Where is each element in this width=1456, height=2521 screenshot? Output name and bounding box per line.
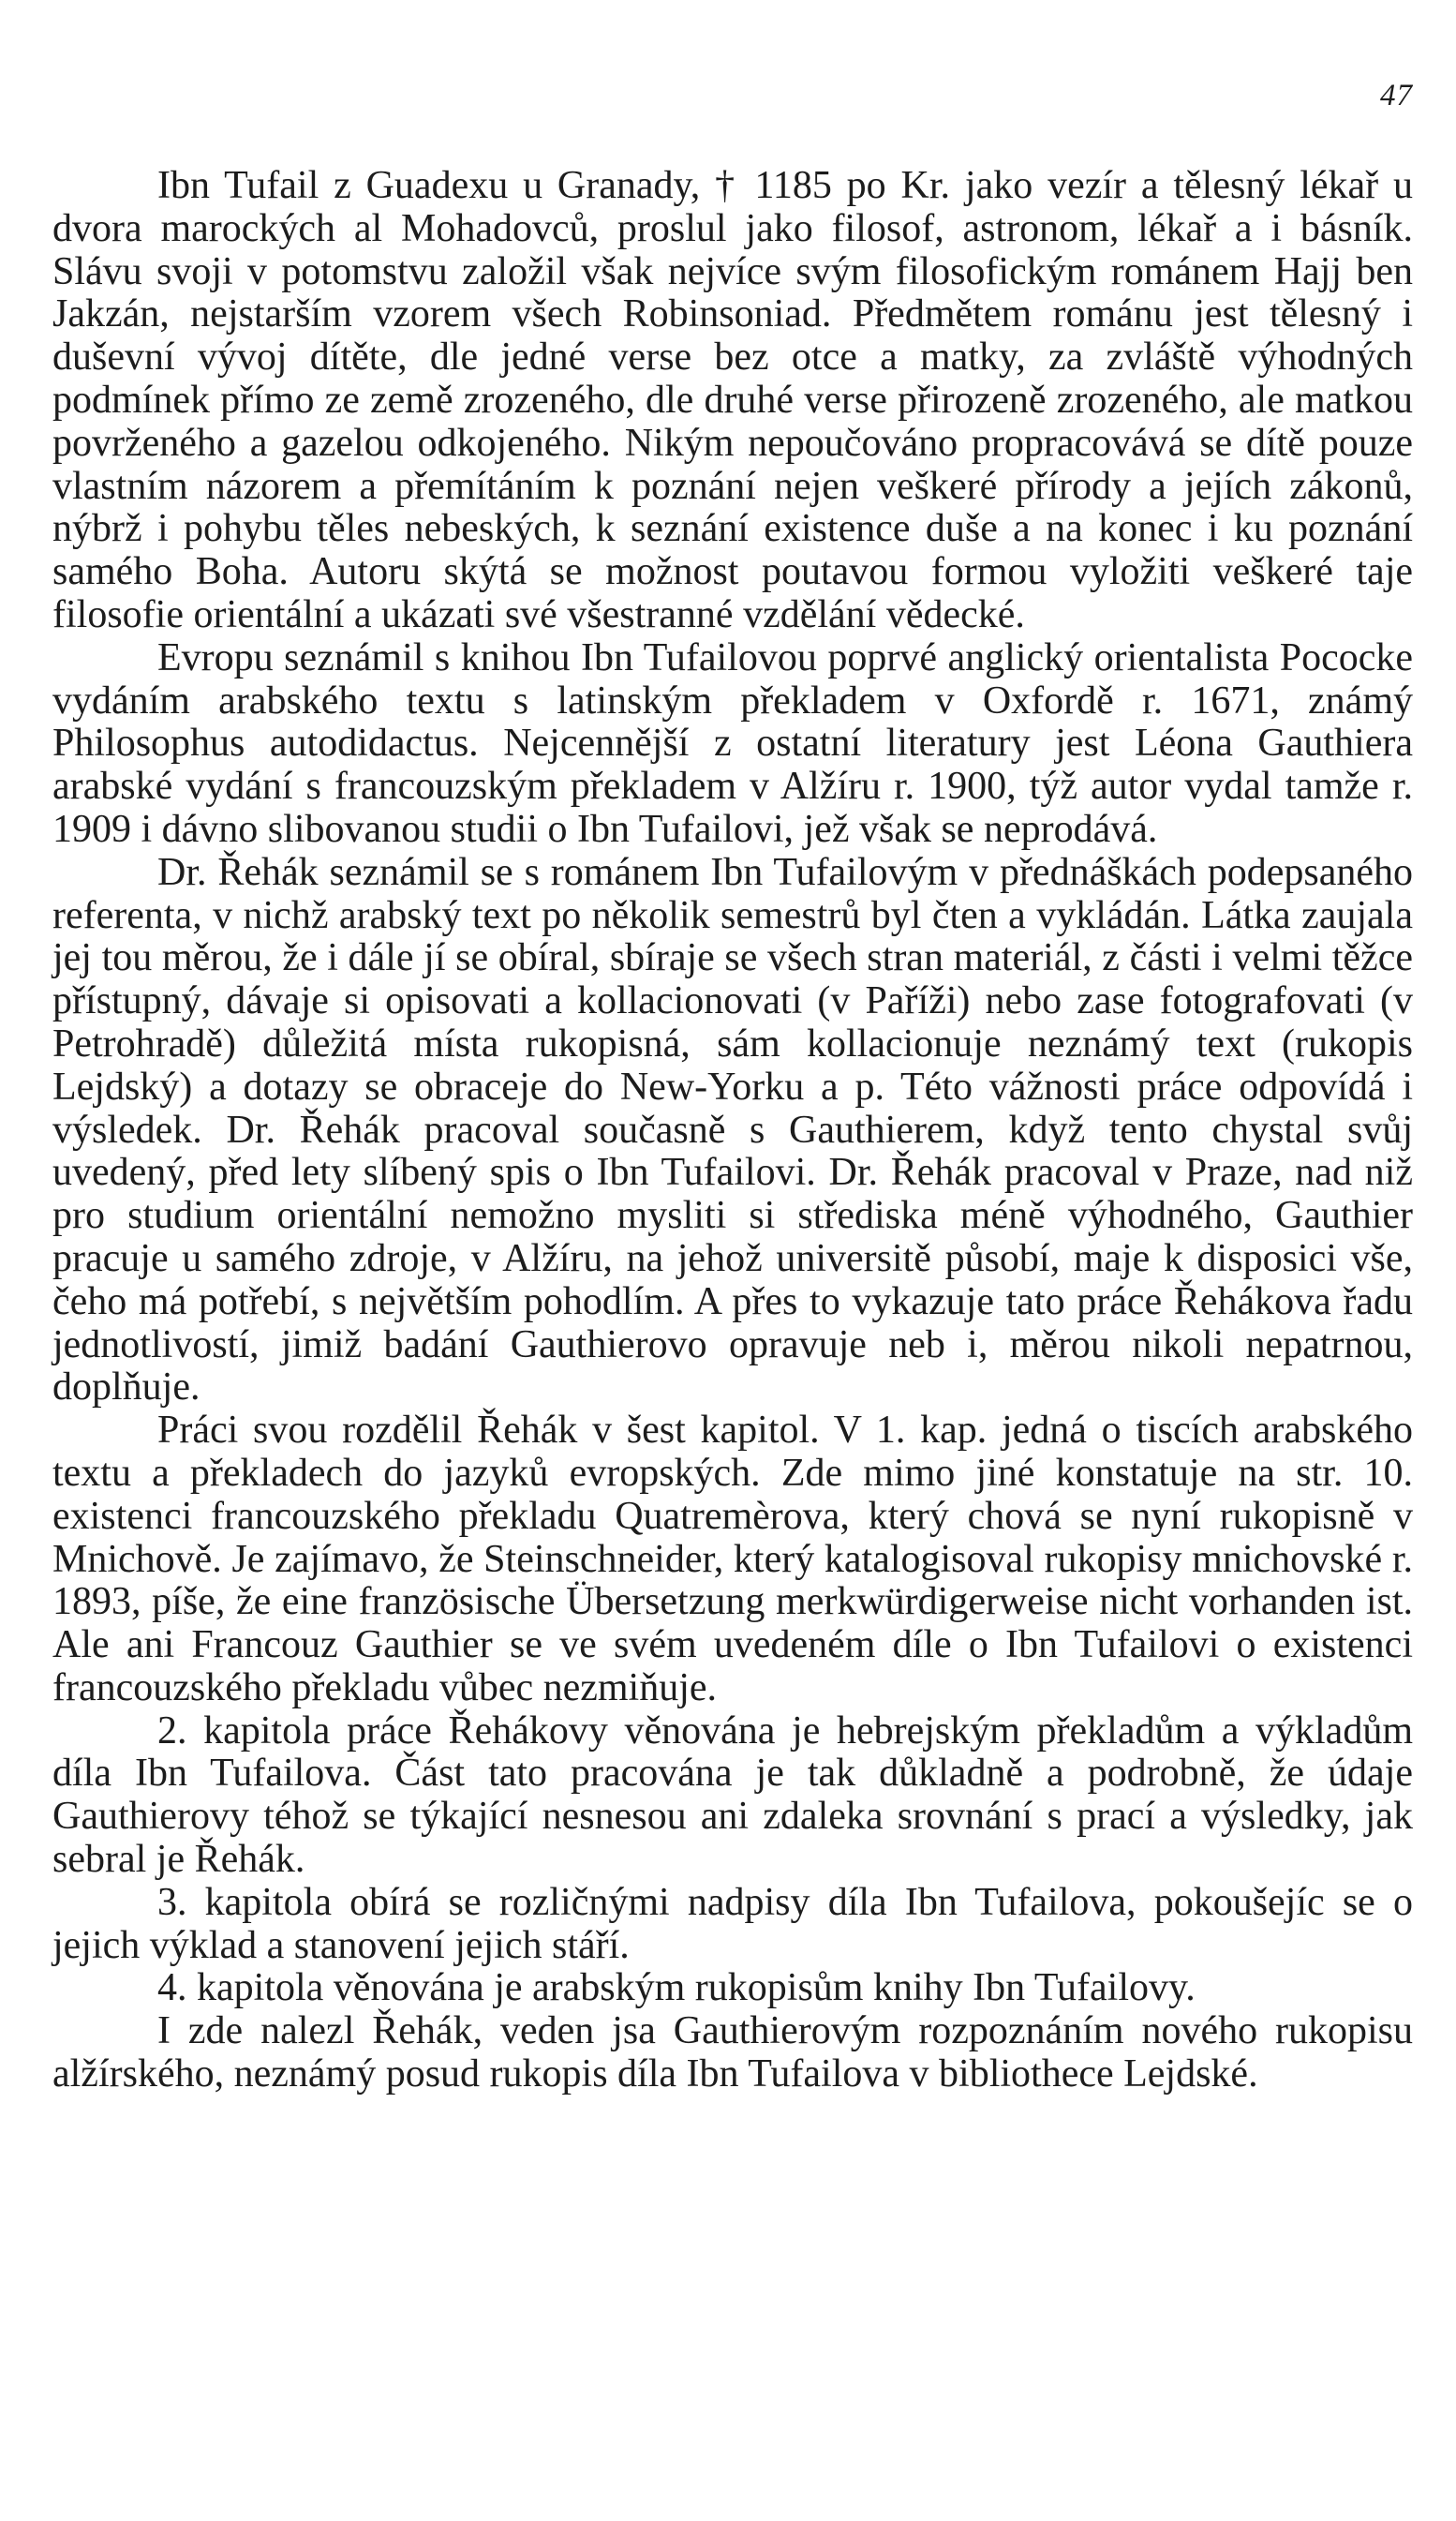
paragraph: Práci svou rozdělil Řehák v šest kapitol. V 1. kap. jedná o tiscích arabského textu a překladech do jazyků evropských. Zde mimo jiné konstatuje na str. 10. existenci francouzského překladu Quatremèrova, který chová se nyní rukopisně v Mnichově. Je zajímavo, že Steinschneider, který katalogisoval rukopisy mnichovské r. 1893, píše, že eine französische Übersetzung merkwürdigerweise nicht vorhanden ist. Ale ani Francouz Gauthier se ve svém uvedeném díle o Ibn Tufailovi o existenci francouzského překladu vůbec nezmiňuje. bbox=[52, 1409, 1413, 1709]
page-number: 47 bbox=[1380, 79, 1413, 112]
paragraph: Ibn Tufail z Guadexu u Granady, † 1185 po Kr. jako vezír a tělesný lékař u dvora marockých al Mohadovců, proslul jako filosof, astronom, lékař a i básník. Slávu svoji v potomstvu založil však nejvíce svým filosofickým románem Hajj ben Jakzán, nejstarším vzorem všech Robinsoniad. Předmětem románu jest tělesný i duševní vývoj dítěte, dle jedné verse bez otce a matky, za zvláště výhodných podmínek přímo ze země zrozeného, dle druhé verse přirozeně zrozeného, ale matkou povrženého a gazelou odkojeného. Nikým nepoučováno propracovává se dítě pouze vlastním názorem a přemítáním k poznání nejen veškeré přírody a jejích zákonů, nýbrž i pohybu těles nebeských, k seznání existence duše a na konec i ku poznání samého Boha. Autoru skýtá se možnost poutavou formou vyložiti veškeré taje filosofie orientální a ukázati své všestranné vzdělání vědecké. bbox=[52, 164, 1413, 636]
paragraph: Evropu seznámil s knihou Ibn Tufailovou poprvé anglický orientalista Pococke vydáním arabského textu s latinským překladem v Oxfordě r. 1671, známý Philosophus autodidactus. Nejcennější z ostatní literatury jest Léona Gauthiera arabské vydání s francouzským překladem v Alžíru r. 1900, týž autor vydal tamže r. 1909 i dávno slibovanou studii o Ibn Tufailovi, jež však se neprodává. bbox=[52, 635, 1413, 851]
body-text bbox=[52, 165, 1413, 2096]
paragraph: Dr. Řehák seznámil se s románem Ibn Tufailovým v přednáškách podepsaného referenta, v nichž arabský text po několik semestrů byl čten a vykládán. Látka zaujala jej tou měrou, že i dále jí se obíral, sbíraje se všech stran materiál, z části i velmi těžce přístupný, dávaje si opisovati a kollacionovati (v Paříži) nebo zase fotografovati (v Petrohradě) důležitá místa rukopisná, sám kollacionuje neznámý text (rukopis Lejdský) a dotazy se obraceje do New-Yorku a p. Této vážnosti práce odpovídá i výsledek. Dr. Řehák pracoval současně s Gauthierem, když tento chystal svůj uvedený, před lety slíbený spis o Ibn Tufailovi. Dr. Řehák pracoval v Praze, nad niž pro studium orientální nemožno mysliti si střediska méně výhodného, Gauthier pracuje u samého zdroje, v Alžíru, na jehož universitě působí, maje k disposici vše, čeho má potřebí, s největším pohodlím. A přes to vykazuje tato práce Řehákova řadu jednotlivostí, jimiž badání Gauthierovo opravuje neb i, měrou nikoli nepatrnou, doplňuje. bbox=[52, 850, 1413, 1410]
paragraph: I zde nalezl Řehák, veden jsa Gauthierovým rozpoznáním nového rukopisu alžírského, neznámý posud rukopis díla Ibn Tufailova v bibliothece Lejdské. bbox=[52, 2009, 1413, 2096]
paragraph: 2. kapitola práce Řehákovy věnována je hebrejským překladům a výkladům díla Ibn Tufailova. Část tato pracována je tak důkladně a podrobně, že údaje Gauthierovy téhož se týkající nesnesou ani zdaleka srovnání s prací a výsledky, jak sebral je Řehák. bbox=[52, 1708, 1413, 1882]
paragraph: 4. kapitola věnována je arabským rukopisům knihy Ibn Tufailovy. bbox=[157, 1966, 1196, 2010]
paragraph: 3. kapitola obírá se rozličnými nadpisy díla Ibn Tufailova, pokoušejíc se o jejich výklad a stanovení jejich stáří. bbox=[52, 1880, 1413, 1967]
